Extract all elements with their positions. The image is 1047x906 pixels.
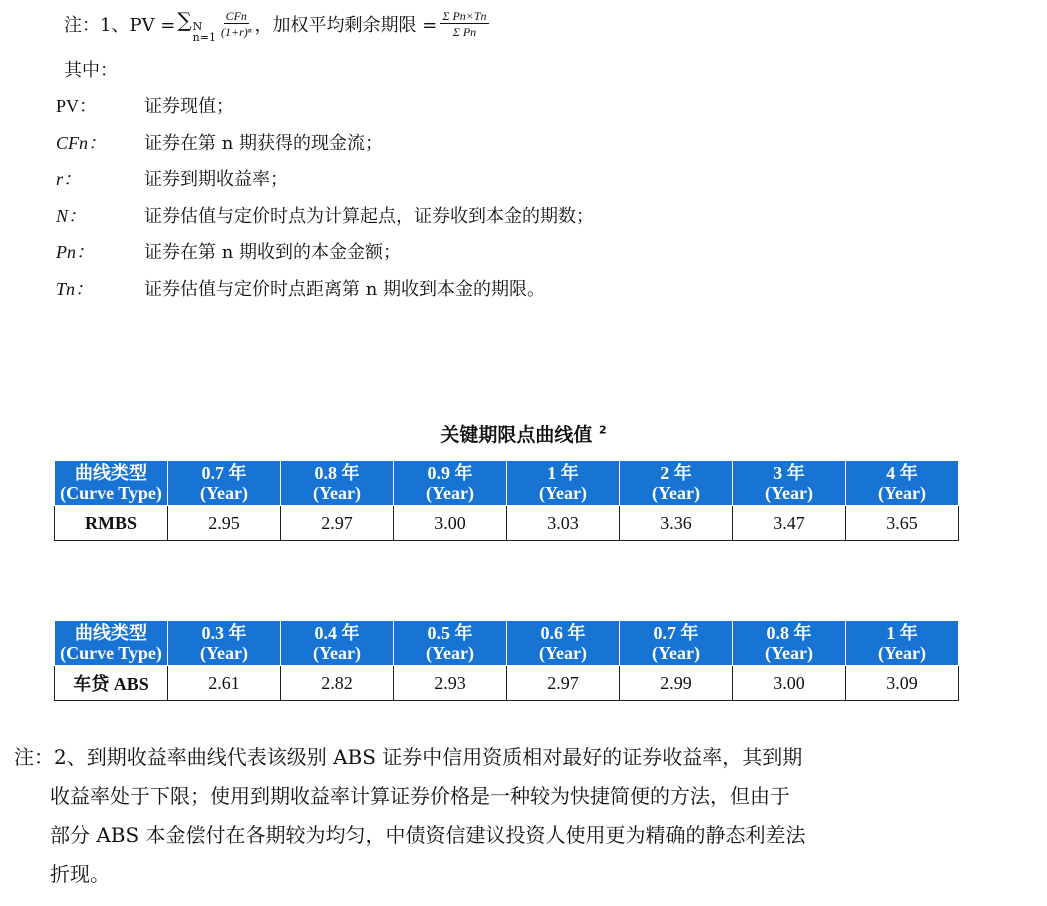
footnote-line: 部分 ABS 本金偿付在各期较为均匀，中债资信建议投资人使用更为精确的静态利差法 xyxy=(50,823,806,847)
table-header-cell: 0.7 年 (Year) xyxy=(168,461,281,506)
table-title xyxy=(0,420,1047,447)
row-label-cell: 车贷 ABS xyxy=(55,666,168,701)
definition-item xyxy=(56,270,594,307)
rmbs-curve-table xyxy=(54,460,959,541)
note-header: 其中： xyxy=(64,60,118,81)
table-header-row xyxy=(55,461,959,506)
definitions-list xyxy=(56,87,594,306)
table-header-cell: 0.8 年 (Year) xyxy=(281,461,394,506)
formula-prefix: 注：1、PV = xyxy=(64,15,176,36)
table-header-cell: 0.3 年 (Year) xyxy=(168,621,281,666)
pv-fraction xyxy=(221,9,252,39)
wam-fraction xyxy=(440,9,488,39)
table-header-cell: 0.7 年 (Year) xyxy=(620,621,733,666)
definition-text: 证券估值与定价时点为计算起点，证券收到本金的期数； xyxy=(144,205,594,227)
footnote-line: 注：2、到期收益率曲线代表该级别 ABS 证券中信用资质相对最好的证券收益率，其到期 xyxy=(14,745,803,769)
footnote-line: 折现。 xyxy=(50,862,110,886)
formula-middle: ，加权平均剩余期限 = xyxy=(254,15,438,36)
definition-text: 证券估值与定价时点距离第 n 期收到本金的期限。 xyxy=(144,278,546,300)
value-cell: 3.47 xyxy=(733,506,846,541)
value-cell: 2.82 xyxy=(281,666,394,701)
value-cell: 3.00 xyxy=(394,506,507,541)
definition-item xyxy=(56,197,594,234)
value-cell: 2.97 xyxy=(507,666,620,701)
table-header-row xyxy=(55,621,959,666)
value-cell: 3.00 xyxy=(733,666,846,701)
formula-note xyxy=(64,4,492,44)
table-header-cell: 3 年 (Year) xyxy=(733,461,846,506)
row-label-cell: RMBS xyxy=(55,506,168,541)
value-cell: 2.99 xyxy=(620,666,733,701)
value-cell: 3.09 xyxy=(846,666,959,701)
table-header-cell: 1 年 (Year) xyxy=(846,621,959,666)
value-cell: 2.97 xyxy=(281,506,394,541)
pv-denominator: (1+r)ⁿ xyxy=(220,25,252,39)
definition-item xyxy=(56,160,594,197)
wam-numerator: Σ Pn×Tn xyxy=(442,9,487,23)
table-header-cell: 0.9 年 (Year) xyxy=(394,461,507,506)
definition-item xyxy=(56,233,594,270)
definition-term: Pn： xyxy=(56,242,94,263)
value-cell: 3.36 xyxy=(620,506,733,541)
definition-text: 证券在第 n 期收到的本金金额； xyxy=(144,242,402,264)
definition-term: CFn： xyxy=(56,132,107,153)
value-cell: 3.65 xyxy=(846,506,959,541)
footnote-marker: 2 xyxy=(598,423,607,437)
value-cell: 3.03 xyxy=(507,506,620,541)
pv-numerator: CFn xyxy=(225,9,247,23)
table-row xyxy=(55,506,959,541)
definition-item xyxy=(56,87,594,124)
definition-item xyxy=(56,124,594,161)
table-row xyxy=(55,666,959,701)
value-cell: 2.61 xyxy=(168,666,281,701)
definition-term: PV： xyxy=(56,96,98,117)
table-header-cell: 0.8 年 (Year) xyxy=(733,621,846,666)
definition-text: 证券到期收益率； xyxy=(144,169,288,191)
table-header-cell: 4 年 (Year) xyxy=(846,461,959,506)
table-header-cell: 2 年 (Year) xyxy=(620,461,733,506)
sum-lower: n=1 xyxy=(192,31,216,44)
definition-text: 证券现值； xyxy=(144,96,234,118)
definition-term: r： xyxy=(56,169,82,190)
wam-denominator: Σ Pn xyxy=(452,25,477,39)
table-header-cell: 0.4 年 (Year) xyxy=(281,621,394,666)
definition-term: N： xyxy=(56,205,87,226)
table-header-cell: 0.6 年 (Year) xyxy=(507,621,620,666)
value-cell: 2.95 xyxy=(168,506,281,541)
value-cell: 2.93 xyxy=(394,666,507,701)
footnote-line: 收益率处于下限；使用到期收益率计算证券价格是一种较为快捷简便的方法，但由于 xyxy=(50,784,790,808)
definition-text: 证券在第 n 期获得的现金流； xyxy=(144,132,384,154)
table-header-cell: 曲线类型 (Curve Type) xyxy=(55,461,168,506)
footnote-2 xyxy=(14,738,1029,894)
sum-upper: N xyxy=(192,20,203,33)
auto-loan-abs-curve-table xyxy=(54,620,959,701)
table-header-cell: 1 年 (Year) xyxy=(507,461,620,506)
sum-symbol: ∑ N n=1 xyxy=(177,8,216,44)
table-title-text: 关键期限点曲线值 xyxy=(440,424,593,446)
definition-term: Tn： xyxy=(56,278,94,299)
table-header-cell: 0.5 年 (Year) xyxy=(394,621,507,666)
table-header-cell: 曲线类型 (Curve Type) xyxy=(55,621,168,666)
